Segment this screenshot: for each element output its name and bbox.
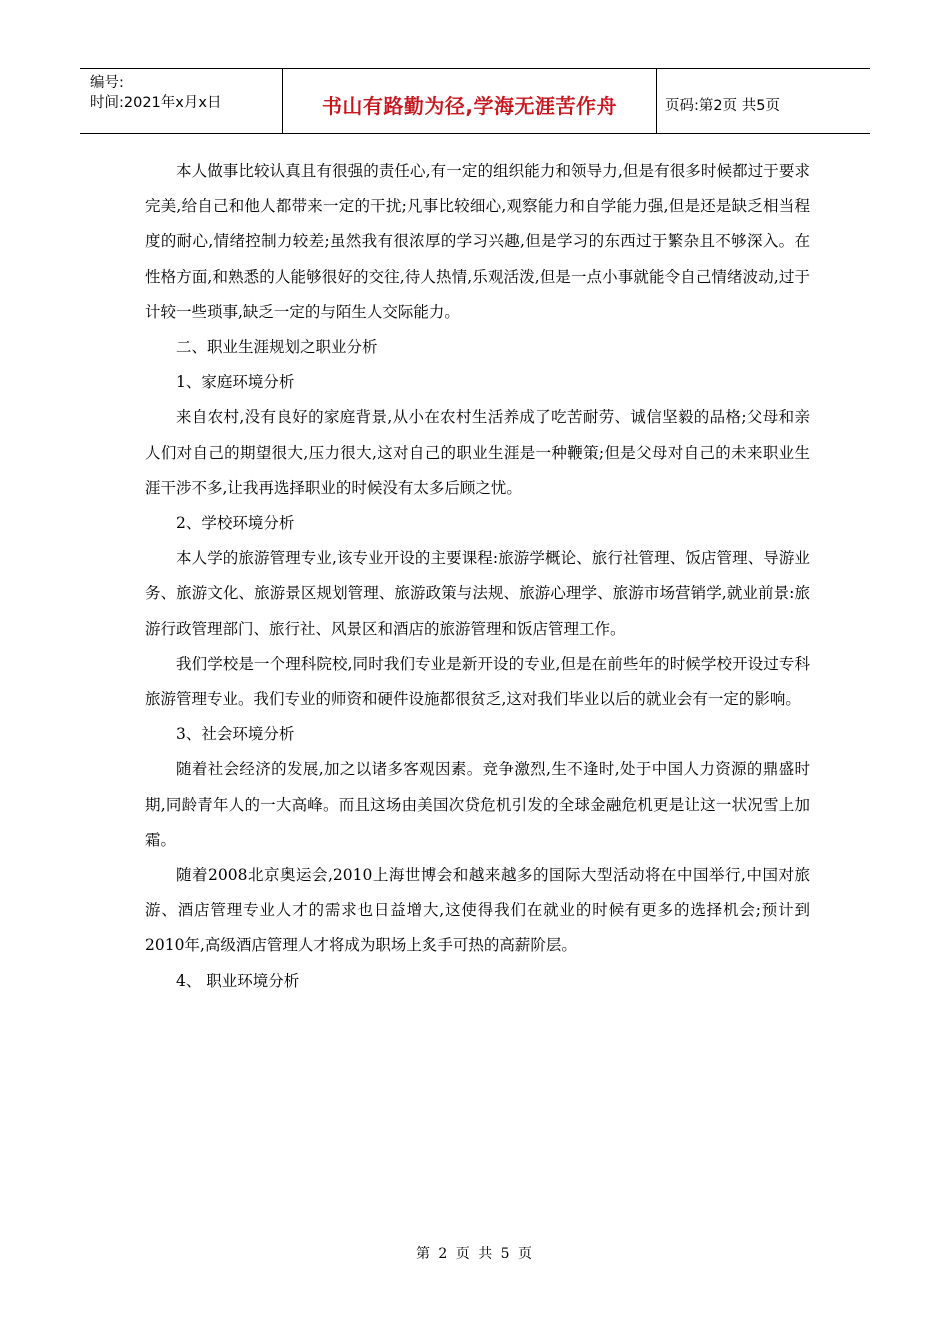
page-footer: 第 2 页 共 5 页 xyxy=(415,1246,535,1262)
subheading-family-environment: 1、家庭环境分析 xyxy=(176,373,295,392)
header-table xyxy=(80,68,870,134)
paragraph-major-courses: 本人学的旅游管理专业,该专业开设的主要课程:旅游学概论、旅行社管理、饭店管理、导游业务、旅游文化、旅游景区规划管理、旅游政策与法规、旅游心理学、旅游市场营销学,就业前景:旅游行政管理部门、旅行社、风景区和酒店的旅游管理和饭店管理工作。 xyxy=(145,549,810,638)
document-body xyxy=(145,154,810,999)
header-page-info: 页码:第2页 共5页 xyxy=(665,97,780,114)
document-time-label: 时间:2021年x月x日 xyxy=(90,95,222,111)
header-meta-cell xyxy=(80,69,282,133)
subheading-social-environment: 3、社会环境分析 xyxy=(176,725,295,744)
header-page-cell xyxy=(657,69,870,133)
paragraph-personality: 本人做事比较认真且有很强的责任心,有一定的组织能力和领导力,但是有很多时候都过于要求完美,给自己和他人都带来一定的干扰;凡事比较细心,观察能力和自学能力强,但是还是缺乏相当程度的耐心,情绪控制力较差;虽然我有很浓厚的学习兴趣,但是学习的东西过于繁杂且不够深入。在性格方面,和熟悉的人能够很好的交往,待人热情,乐观活泼,但是一点小事就能令自己情绪波动,过于计较一些琐事,缺乏一定的与陌生人交际能力。 xyxy=(145,162,810,321)
paragraph-family-environment: 来自农村,没有良好的家庭背景,从小在农村生活养成了吃苦耐劳、诚信坚毅的品格;父母和亲人们对自己的期望很大,压力很大,这对自己的职业生涯是一种鞭策;但是父母对自己的未来职业生涯干涉不多,让我再选择职业的时候没有太多后顾之忧。 xyxy=(145,408,810,497)
paragraph-school-situation: 我们学校是一个理科院校,同时我们专业是新开设的专业,但是在前些年的时候学校开设过专科旅游管理专业。我们专业的师资和硬件设施都很贫乏,这对我们毕业以后的就业会有一定的影响。 xyxy=(145,654,810,709)
header-motto: 书山有路勤为径,学海无涯苦作舟 xyxy=(321,93,618,118)
subheading-career-environment: 4、 职业环境分析 xyxy=(176,971,300,990)
section-heading-career-analysis: 二、职业生涯规划之职业分析 xyxy=(176,338,378,357)
paragraph-social-competition: 随着社会经济的发展,加之以诸多客观因素。竞争激烈,生不逢时,处于中国人力资源的鼎盛时期,同龄青年人的一大高峰。而且这场由美国次贷危机引发的全球金融危机更是让这一状况雪上加霜。 xyxy=(145,760,810,849)
header-motto-cell xyxy=(282,69,657,133)
document-number-label: 编号: xyxy=(90,75,124,91)
paragraph-social-opportunity: 随着2008北京奥运会,2010上海世博会和越来越多的国际大型活动将在中国举行,中国对旅游、酒店管理专业人才的需求也日益增大,这使得我们在就业的时候有更多的选择机会;预计到2010年,高级酒店管理人才将成为职场上炙手可热的高薪阶层。 xyxy=(145,866,810,955)
subheading-school-environment: 2、学校环境分析 xyxy=(176,514,295,533)
